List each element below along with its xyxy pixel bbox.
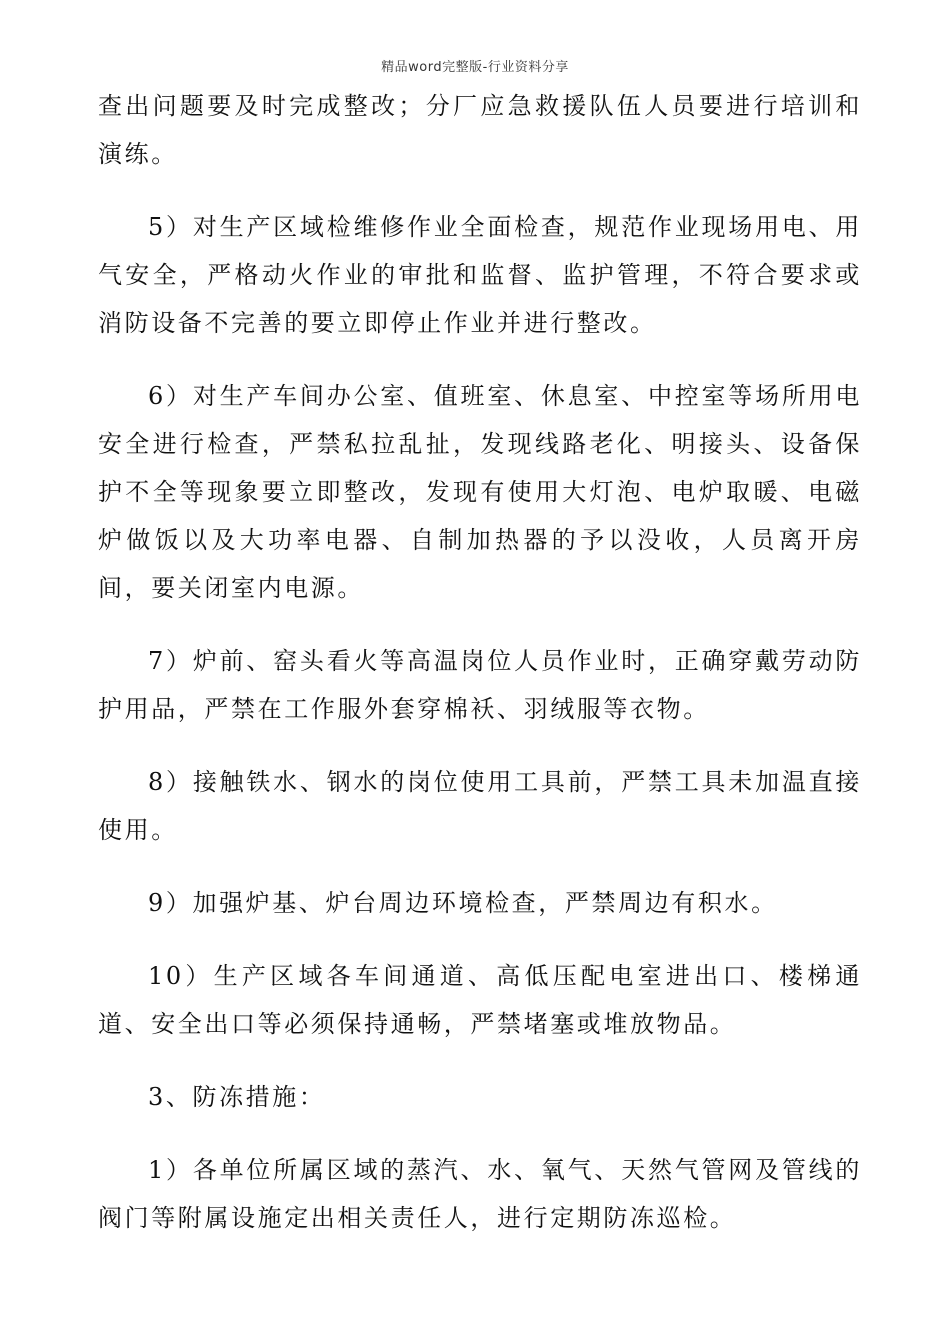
page-header: 精品word完整版-行业资料分享	[381, 60, 569, 75]
paragraph-item-5: 5）对生产区域检维修作业全面检查，规范作业现场用电、用气安全，严格动火作业的审批和监督、监护管理，不符合要求或消防设备不完善的要立即停止作业并进行整改。	[98, 213, 862, 337]
paragraph-item-10: 10）生产区域各车间通道、高低压配电室进出口、楼梯通道、安全出口等必须保持通畅，严禁堵塞或堆放物品。	[98, 962, 862, 1038]
paragraph-item-9: 9）加强炉基、炉台周边环境检查，严禁周边有积水。	[148, 889, 778, 917]
paragraph-continuation: 查出问题要及时完成整改；分厂应急救援队伍人员要进行培训和演练。	[98, 92, 862, 168]
paragraph-item-6: 6）对生产车间办公室、值班室、休息室、中控室等场所用电安全进行检查，严禁私拉乱扯，发现线路老化、明接头、设备保护不全等现象要立即整改，发现有使用大灯泡、电炉取暖、电磁炉做饭以及大功率电器、自制加热器的予以没收，人员离开房间，要关闭室内电源。	[98, 382, 862, 602]
paragraph-item-7: 7）炉前、窑头看火等高温岗位人员作业时，正确穿戴劳动防护用品，严禁在工作服外套穿棉袄、羽绒服等衣物。	[98, 647, 862, 723]
section-heading-antifreeze: 3、防冻措施：	[148, 1083, 326, 1111]
document-body	[98, 82, 862, 1267]
paragraph-antifreeze-item-1: 1）各单位所属区域的蒸汽、水、氧气、天然气管网及管线的阀门等附属设施定出相关责任人，进行定期防冻巡检。	[98, 1156, 862, 1232]
paragraph-item-8: 8）接触铁水、钢水的岗位使用工具前，严禁工具未加温直接使用。	[98, 768, 862, 844]
